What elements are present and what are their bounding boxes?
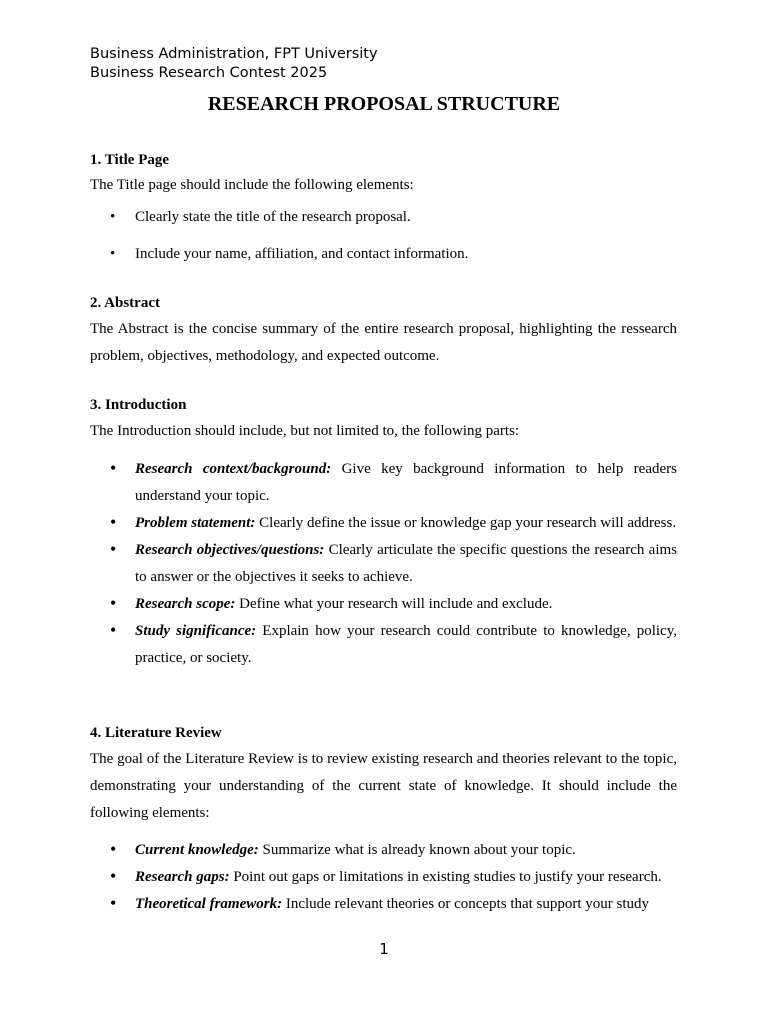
list-item: • Research gaps: Point out gaps or limitations in existing studies to justify your research. bbox=[90, 864, 677, 891]
bullet-icon: • bbox=[110, 593, 117, 613]
section-heading-literature-review: 4. Literature Review bbox=[90, 725, 222, 741]
introduction-list bbox=[90, 456, 677, 672]
bullet-icon: • bbox=[110, 839, 117, 859]
literature-review-list bbox=[90, 837, 677, 918]
introduction-intro: The Introduction should include, but not limited to, the following parts: bbox=[90, 423, 520, 439]
list-item: • Include your name, affiliation, and contact information. bbox=[90, 241, 677, 268]
bullet-icon: • bbox=[110, 866, 117, 886]
list-item: • Current knowledge: Summarize what is already known about your topic. bbox=[90, 837, 677, 864]
title-page-list bbox=[90, 204, 677, 268]
list-item: • Research objectives/questions: Clearly articulate the specific questions the research aims to answer or the objectives it seeks to achieve. bbox=[90, 537, 677, 591]
bullet-icon: • bbox=[110, 620, 117, 640]
literature-review-intro: The goal of the Literature Review is to review existing research and theories relevant to the topic, demonstrating your understanding of the current state of knowledge. It should include the following elements: bbox=[90, 751, 677, 821]
bullet-icon: • bbox=[110, 209, 116, 225]
bullet-icon: • bbox=[110, 539, 117, 559]
header-line-2: Business Research Contest 2025 bbox=[90, 64, 328, 81]
list-item: • Research scope: Define what your research will include and exclude. bbox=[90, 591, 677, 618]
abstract-text: The Abstract is the concise summary of the entire research proposal, highlighting the ressearch problem, objectives, methodology, and expected outcome. bbox=[90, 321, 677, 364]
section-heading-abstract: 2. Abstract bbox=[90, 295, 160, 311]
bullet-icon: • bbox=[110, 458, 117, 478]
page-number: 1 bbox=[379, 940, 389, 958]
document-header bbox=[90, 45, 378, 82]
list-item: • Clearly state the title of the research proposal. bbox=[90, 204, 677, 231]
list-item: • Study significance: Explain how your research could contribute to knowledge, policy, practice, or society. bbox=[90, 618, 677, 672]
list-item: • Problem statement: Clearly define the issue or knowledge gap your research will address. bbox=[90, 510, 677, 537]
bullet-icon: • bbox=[110, 893, 117, 913]
document-title: RESEARCH PROPOSAL STRUCTURE bbox=[207, 93, 561, 115]
list-item: • Research context/background: Give key background information to help readers understand your topic. bbox=[90, 456, 677, 510]
bullet-icon: • bbox=[110, 246, 116, 262]
section-heading-title-page: 1. Title Page bbox=[90, 152, 170, 168]
header-line-1: Business Administration, FPT University bbox=[90, 46, 378, 62]
bullet-icon: • bbox=[110, 512, 117, 532]
title-page-intro: The Title page should include the following elements: bbox=[90, 177, 414, 193]
list-item: • Theoretical framework: Include relevant theories or concepts that support your study bbox=[90, 891, 677, 918]
section-heading-introduction: 3. Introduction bbox=[90, 397, 187, 413]
